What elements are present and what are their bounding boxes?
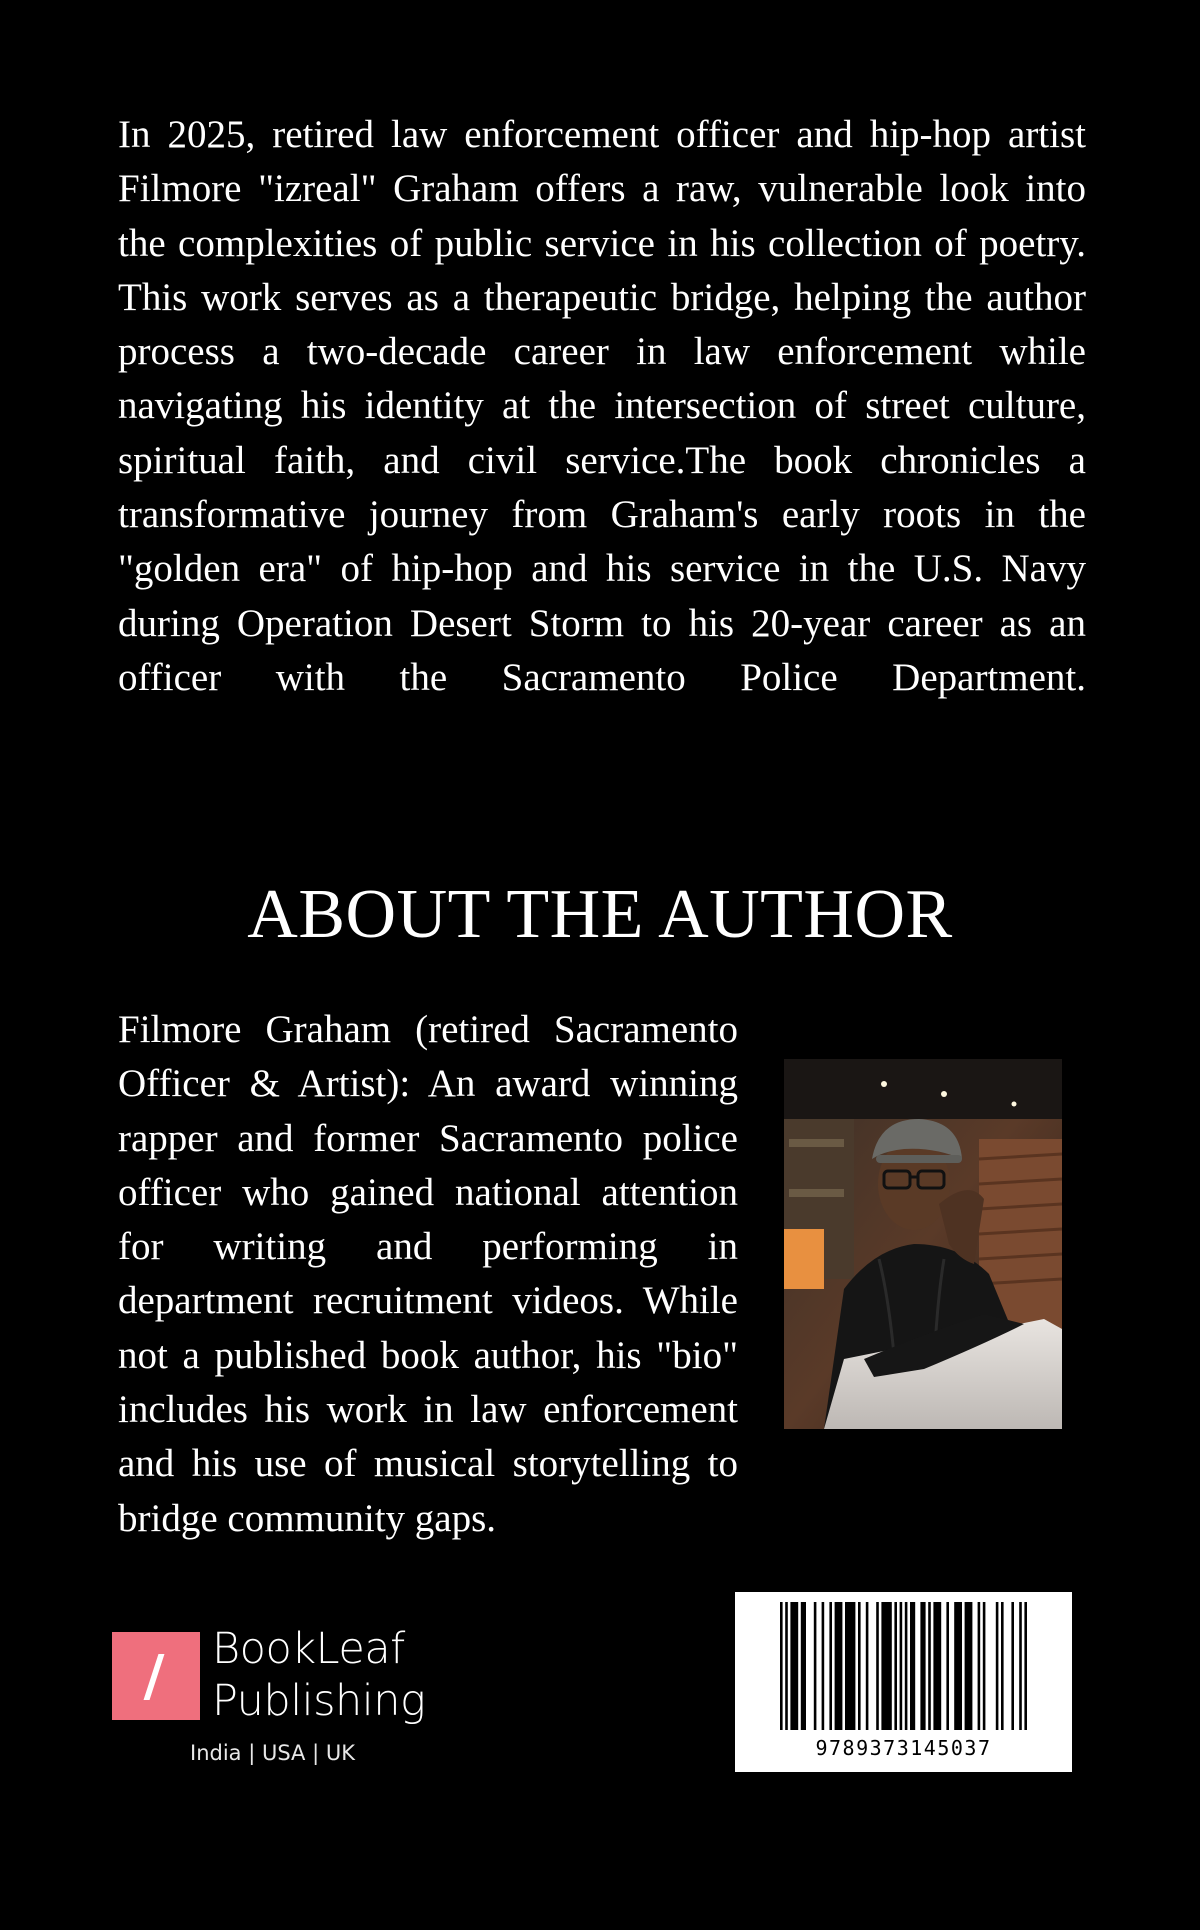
barcode-bar [910, 1602, 915, 1730]
barcode-bar [996, 1602, 999, 1730]
barcode-bar [801, 1602, 806, 1730]
publisher-name-line1: BookLeaf [212, 1624, 405, 1674]
back-cover-blurb: In 2025, retired law enforcement officer and hip-hop artist Filmore "izreal" Graham offers a raw, vulnerable look into the complexities of public service in his collection of poetry. This work serves as a therapeutic bridge, helping the author process a two-decade career in law enforcement while navigating his identity at the intersection of street culture, spiritual faith, and civil service.The book chronicles a transformative journey from Graham's early roots in the "golden era" of hip-hop and his service in the U.S. Navy during Operation Desert Storm to his 20-year career as an officer with the Sacramento Police Department. [118, 113, 1086, 699]
bookleaf-publishing-logo [112, 1624, 442, 1771]
barcode-bar [920, 1602, 925, 1730]
barcode-bar [900, 1602, 903, 1730]
barcode-bar [933, 1602, 941, 1730]
barcode-bar [1019, 1602, 1022, 1730]
isbn-number: 9789373145037 [815, 1736, 992, 1760]
barcode-bar [1011, 1602, 1014, 1730]
barcode-bar [1024, 1602, 1027, 1730]
barcode-bar [780, 1602, 783, 1730]
barcode-bar [845, 1602, 855, 1730]
barcode-bar [1001, 1602, 1004, 1730]
barcode-bar [894, 1602, 897, 1730]
slash-icon [144, 1654, 165, 1700]
barcode-bar [965, 1602, 973, 1730]
barcode-bar [835, 1602, 843, 1730]
logo-mark [112, 1632, 200, 1720]
barcode-bar [829, 1602, 832, 1730]
publisher-name-line2: Publishing [212, 1676, 426, 1726]
barcode-bar [790, 1602, 798, 1730]
barcode-bar [814, 1602, 817, 1730]
author-bio: Filmore Graham (retired Sacramento Officer & Artist): An award winning rapper and former Sacramento police officer who gained national attention for writing and performing in department recruitment videos. While not a published book author, his "bio" includes his work in law enforcement and his use of musical storytelling to bridge community gaps. [118, 1008, 738, 1540]
barcode-bar [954, 1602, 962, 1730]
barcode-bar [866, 1602, 869, 1730]
barcode-bar [946, 1602, 949, 1730]
barcode-bar [881, 1602, 891, 1730]
barcode-bar [822, 1602, 825, 1730]
barcode-bar [876, 1602, 879, 1730]
publisher-name [212, 1623, 425, 1727]
publisher-regions: India | USA | UK [190, 1741, 355, 1765]
barcode-bar [978, 1602, 981, 1730]
barcode-bar [858, 1602, 861, 1730]
barcode-bar [905, 1602, 908, 1730]
about-the-author-heading: ABOUT THE AUTHOR [247, 876, 953, 953]
isbn-barcode [735, 1592, 1072, 1772]
barcode-bar [983, 1602, 986, 1730]
author-photo [784, 1059, 1062, 1429]
barcode-bar [928, 1602, 931, 1730]
barcode-bar [785, 1602, 788, 1730]
